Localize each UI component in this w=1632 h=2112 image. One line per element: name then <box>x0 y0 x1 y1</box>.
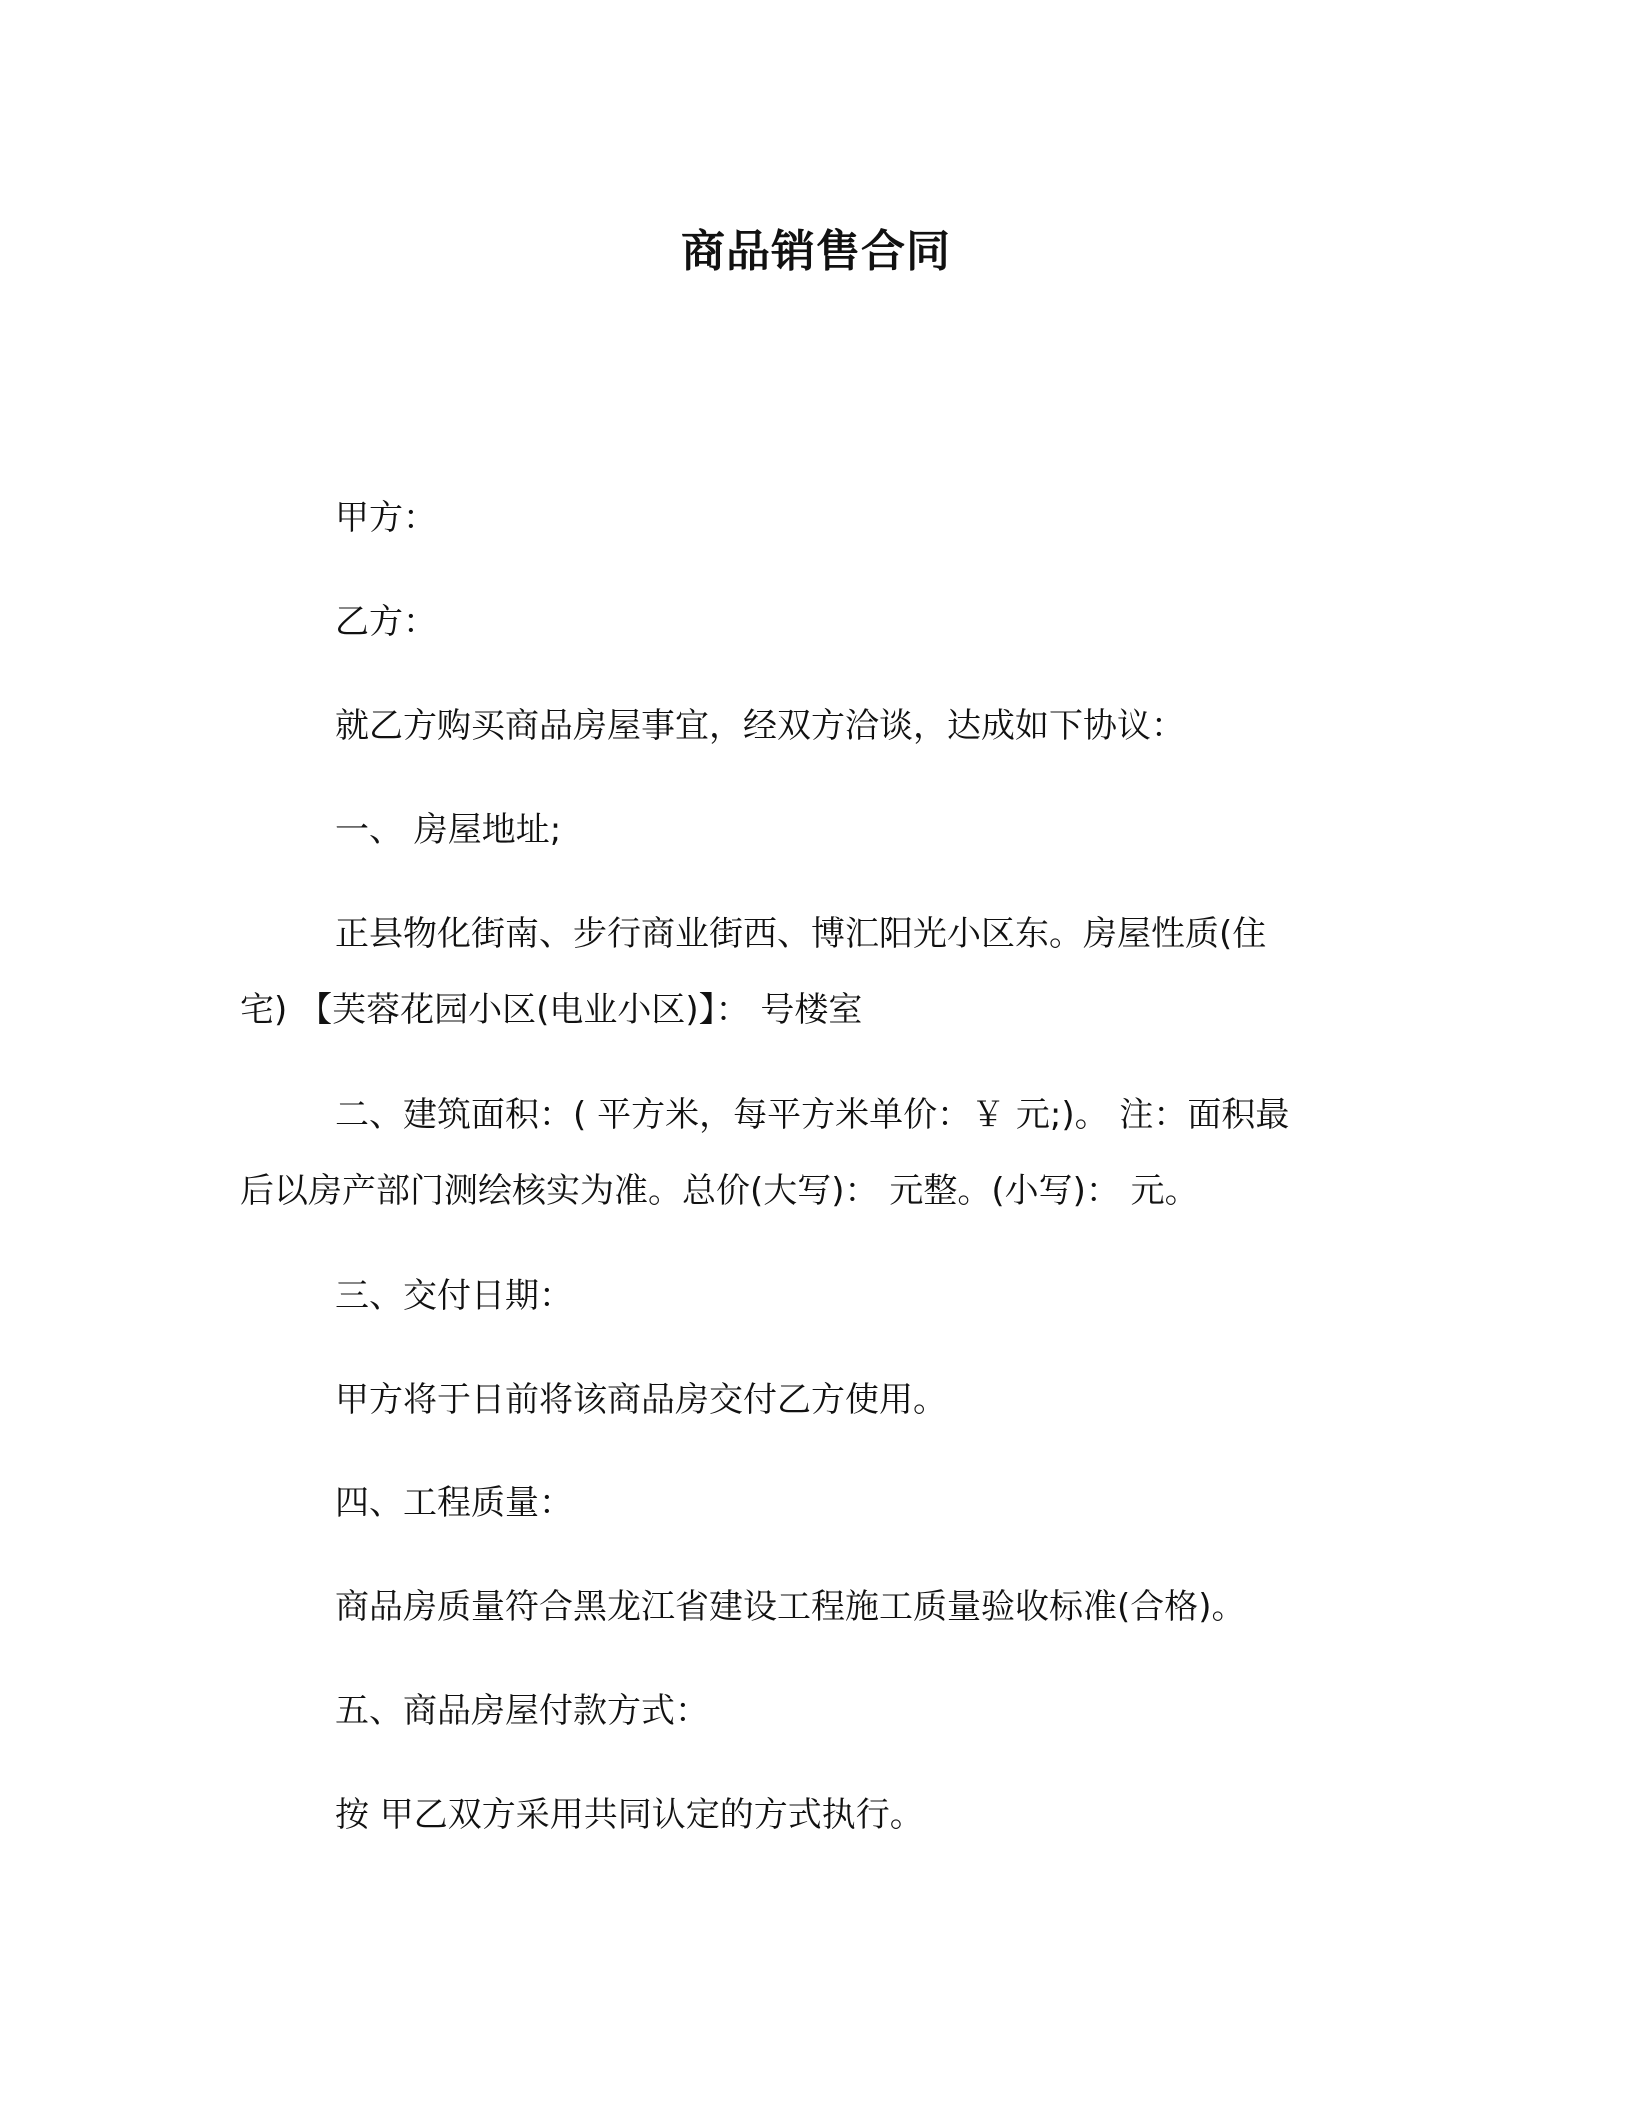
section-1-body-line-2: 宅) 【芙蓉花园小区(电业小区)】： 号楼室 <box>240 990 863 1030</box>
section-1-body-line-1: 正县物化街南、步行商业街西、博汇阳光小区东。房屋性质(住 <box>335 914 1267 954</box>
party-b-label: 乙方： <box>335 602 437 642</box>
section-2-paragraph <box>240 1087 1370 1219</box>
section-1-heading: 一、 房屋地址; <box>335 810 562 850</box>
section-3-body: 甲方将于日前将该商品房交付乙方使用。 <box>335 1380 947 1420</box>
section-3-heading: 三、交付日期： <box>335 1276 573 1316</box>
section-1-body <box>240 906 1370 1038</box>
section-4-body: 商品房质量符合黑龙江省建设工程施工质量验收标准(合格)。 <box>335 1587 1246 1627</box>
section-2-line-2: 后以房产部门测绘核实为准。总价(大写)： 元整。(小写)： 元。 <box>240 1171 1199 1211</box>
section-4-heading: 四、工程质量： <box>335 1483 573 1523</box>
section-5-heading: 五、商品房屋付款方式： <box>335 1691 709 1731</box>
party-a-label: 甲方： <box>335 498 437 538</box>
document-title: 商品销售合同 <box>681 226 951 277</box>
intro-paragraph: 就乙方购买商品房屋事宜，经双方洽谈，达成如下协议： <box>335 706 1185 746</box>
section-2-line-1: 二、建筑面积：( 平方米，每平方米单价：￥ 元;)。 注：面积最 <box>335 1095 1290 1135</box>
section-5-body: 按 甲乙双方采用共同认定的方式执行。 <box>335 1795 924 1835</box>
